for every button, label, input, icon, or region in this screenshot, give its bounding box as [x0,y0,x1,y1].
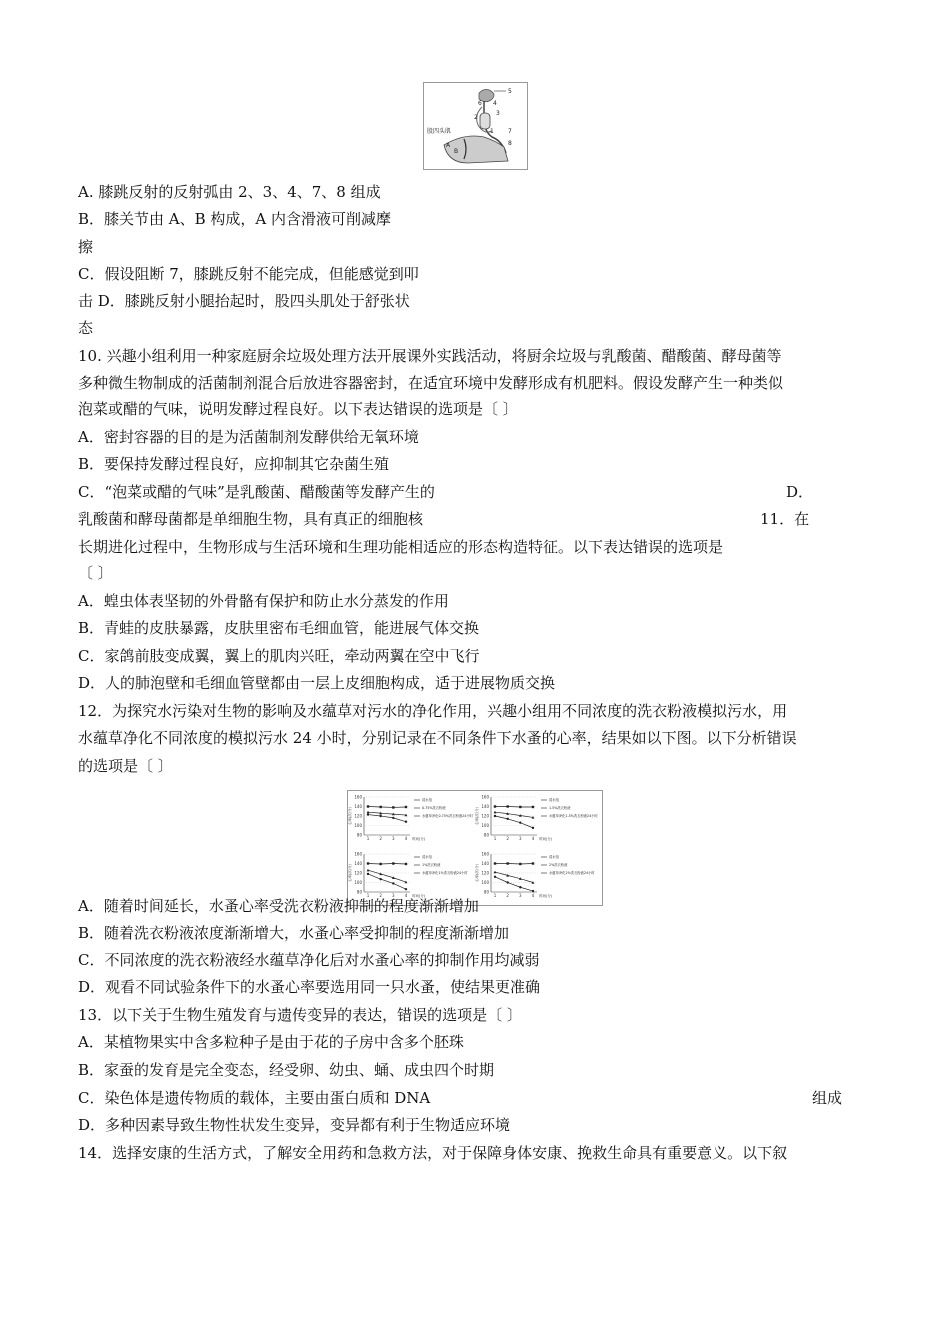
chart-2-point [532,827,534,829]
chart-1-point [392,817,394,819]
chart-2-point [532,806,534,808]
chart-2-xtick-label: 3 [519,836,522,841]
chart-1-legend-label: 0.75%洗衣粉液 [422,806,446,810]
chart-3-point [405,863,407,865]
q14-stem: 14．选择安康的生活方式，了解安全用药和急救方法，对于保障身体安康、挽救生命具有重要意义。以下叙 [78,1144,788,1162]
chart-4-y-axis-label: 心率(次/分) [475,864,479,882]
chart-1-point [367,813,369,815]
chart-3-ytick-label: 120 [354,870,362,876]
chart-4-point [506,862,508,864]
chart-4-xtick-label: 4 [531,893,535,898]
chart-3-legend-label: 清水组 [422,855,432,859]
chart-4-ytick-label: 160 [481,851,489,857]
chart-3-ytick-label: 160 [354,851,362,857]
chart-1-point [392,806,394,808]
chart-3-x-axis-label: 时间(分) [412,894,426,898]
chart-4-series-2-line [495,877,533,891]
chart-3-ytick-label: 80 [356,889,362,895]
chart-3-point [367,873,369,875]
chart-2-xtick-label: 4 [531,836,535,841]
chart-1-ytick-label: 80 [356,832,362,838]
chart-2-series-3-line [495,812,533,817]
chart-1-ytick-label: 100 [354,823,362,828]
chart-3-series-2-line [368,874,406,889]
q11-option-d: D．人的肺泡壁和毛细血管壁都由一层上皮细胞构成，适于进展物质交换 [78,674,556,692]
chart-1-xtick-label: 2 [379,836,382,841]
q12-option-d: D．观看不同试验条件下的水蚤心率要选用同一只水蚤，使结果更准确 [78,978,541,996]
chart-2-xtick-label: 2 [506,836,509,841]
q13-option-c-end: 组成 [812,1089,843,1107]
chart-3-point [405,888,407,890]
q11-option-b: B．青蛙的皮肤暴露，皮肤里密布毛细血管，能进展气体交换 [78,619,480,637]
q9-option-a: A. 膝跳反射的反射弧由 2、3、4、7、8 组成 [78,183,381,201]
chart-1-ytick-label: 160 [354,794,362,800]
chart-4-point [494,862,496,864]
chart-1-legend-label: 清水组 [422,798,432,802]
q13-stem: 13．以下关于生物生殖发育与遗传变异的表达，错误的选项是〔 〕 [78,1006,522,1024]
chart-2-y-axis-label: 心率(次/分) [475,807,479,825]
q10-stem-1: 10. 兴趣小组利用一种家庭厨余垃圾处理方法开展课外实践活动，将厨余垃圾与乳酸菌、醋酸菌、酵母菌等 [78,347,782,365]
figure-label-4: 4 [493,100,497,107]
chart-3-xtick-label: 1 [366,893,370,898]
q9-option-c-d: 击 D．膝跳反射小腿抬起时，股四头肌处于舒张状 [78,292,410,310]
chart-2-x-axis-label: 时间(分) [539,837,553,841]
q13-option-a: A．某植物果实中含多粒种子是由于花的子房中含多个胚珠 [78,1033,464,1051]
q12-stem-3: 的选项是〔 〕 [78,757,173,775]
chart-4-xtick-label: 3 [519,893,522,898]
q10-option-d-label: D． [786,483,814,501]
q9-option-c: C．假设阻断 7，膝跳反射不能完成，但能感觉到叩 [78,265,419,283]
chart-2-point [519,806,521,808]
q12-stem-2: 水蕴草净化不同浓度的模拟污水 24 小时，分别记录在不同条件下水蚤的心率，结果如以下图。以下分析错误 [78,729,797,747]
chart-1-x-axis-label: 时间(分) [412,837,426,841]
q10-option-c: C．“泡菜或醋的气味”是乳酸菌、醋酸菌等发酵产生的 [78,483,435,501]
chart-2-legend-label: 水蕴草净化1.5%洗衣粉液24小时 [549,814,598,818]
chart-4-x-axis-label: 时间(分) [539,894,553,898]
chart-1-point [405,806,407,808]
chart-2-point [494,805,496,807]
chart-2-ytick-label: 100 [481,823,489,828]
chart-4-point [519,886,521,888]
q10-option-a: A．密封容器的目的是为活菌制剂发酵供给无氧环境 [78,428,419,446]
chart-3-y-axis-label: 心率(次/分) [348,864,352,882]
chart-3-ytick-label: 140 [354,861,362,866]
chart-1-series-2-line [368,815,406,822]
chart-1-ytick-label: 120 [354,813,362,819]
figure-label-a: A [446,142,451,149]
chart-1-point [367,805,369,807]
q10-option-d: 乳酸菌和酵母菌都是单细胞生物，具有真正的细胞核 [78,510,424,528]
figure-label-8: 8 [508,140,512,147]
q9-option-b: B．膝关节由 A、B 构成，A 内含滑液可削减摩 [78,210,392,228]
chart-4-legend-label: 清水组 [549,855,559,859]
chart-4-ytick-label: 80 [483,889,489,895]
q9-option-d-cont: 态 [78,319,94,337]
chart-2-ytick-label: 120 [481,813,489,819]
q12-stem-1: 12．为探究水污染对生物的影响及水蕴草对污水的净化作用，兴趣小组用不同浓度的洗衣粉液模拟污水，用 [78,702,788,720]
chart-3-ytick-label: 100 [354,880,362,885]
chart-4-legend-label: 水蕴草净化2%洗衣粉液24小时 [549,871,595,875]
chart-3-point [367,862,369,864]
chart-4-point [532,862,534,864]
chart-3-xtick-label: 2 [379,893,382,898]
chart-2-point [494,815,496,817]
chart-2-ytick-label: 160 [481,794,489,800]
chart-4-series-3-line [495,872,533,882]
chart-4-point [519,863,521,865]
q11-number: 11．在 [760,510,810,528]
chart-3-legend-label: 1%洗衣粉液 [422,863,441,867]
q13-option-c: C．染色体是遗传物质的载体，主要由蛋白质和 DNA [78,1089,431,1107]
figure-label-2: 2 [474,114,478,121]
chart-3-legend-label: 水蕴草净化1%洗衣粉液24小时 [422,871,468,875]
q11-option-c: C．家鸽前肢变成翼，翼上的肌肉兴旺，牵动两翼在空中飞行 [78,647,480,665]
chart-2-point [506,818,508,820]
chart-1-point [379,815,381,817]
figure-label-muscle: 股四头肌 [427,128,452,135]
chart-4-ytick-label: 120 [481,870,489,876]
q10-stem-3: 泡菜或醋的气味，说明发酵过程良好。以下表达错误的选项是〔 〕 [78,400,518,418]
chart-1-point [379,806,381,808]
chart-3-xtick-label: 4 [404,893,408,898]
q10-option-b: B．要保持发酵过程良好，应抑制其它杂菌生殖 [78,455,390,473]
figure-label-b: B [454,148,459,155]
chart-1-xtick-label: 3 [392,836,395,841]
chart-1-legend-label: 水蕴草净化0.75%洗衣粉液24小时 [422,814,473,818]
chart-2-ytick-label: 140 [481,804,489,809]
q10-stem-2: 多种微生物制成的活菌制剂混合后放进容器密封，在适宜环境中发酵形成有机肥料。假设发酵产生一种类似 [78,374,784,392]
chart-1-xtick-label: 4 [404,836,408,841]
figure-label-1: 1 [490,128,494,135]
q11-option-a: A．蝗虫体表坚韧的外骨骼有保护和防止水分蒸发的作用 [78,592,449,610]
chart-2-legend-label: 1.5%洗衣粉液 [549,806,571,810]
chart-2-xtick-label: 1 [493,836,497,841]
knee-reflex-figure [423,82,528,170]
chart-3-point [367,869,370,872]
q13-option-b: B．家蚕的发育是完全变态，经受卵、幼虫、蛹、成虫四个时期 [78,1061,495,1079]
chart-1-point [405,821,407,823]
chart-2-point [519,821,521,823]
chart-4-point [506,881,508,883]
chart-4-point [532,890,534,892]
chart-4-ytick-label: 140 [481,861,489,866]
chart-4-point [494,876,496,878]
chart-3-xtick-label: 3 [392,893,395,898]
q12-option-c: C．不同浓度的洗衣粉液经水蕴草净化后对水蚤心率的抑制作用均减弱 [78,951,540,969]
chart-2-legend-label: 清水组 [549,798,559,802]
chart-3-point [379,878,381,880]
figure-label-3: 3 [496,110,500,117]
chart-3-point [379,863,381,865]
q12-option-b: B．随着洗衣粉液浓度渐渐增大，水蚤心率受抑制的程度渐渐增加 [78,924,510,942]
chart-2-point [506,805,508,807]
chart-3-point [392,882,394,884]
chart-2-ytick-label: 80 [483,832,489,838]
chart-1-y-axis-label: 心率(次/分) [348,807,352,825]
figure-label-5: 5 [508,88,512,95]
q11-stem: 长期进化过程中，生物形成与生活环境和生理功能相适应的形态构造特征。以下表达错误的选项是 [78,538,724,556]
chart-1-series-3-line [368,812,406,815]
chart-3-point [392,862,394,864]
chart-4-ytick-label: 100 [481,880,489,885]
figure-label-7: 7 [508,128,512,135]
q9-option-b-cont: 擦 [78,238,94,256]
q11-answer-paren: 〔 〕 [78,564,113,582]
chart-1-xtick-label: 1 [366,836,370,841]
heart-rate-charts-figure [347,790,603,906]
q12-option-a: A．随着时间延长，水蚤心率受洗衣粉液抑制的程度渐渐增加 [78,897,479,915]
chart-4-xtick-label: 2 [506,893,509,898]
q13-option-d: D．多种因素导致生物性状发生变异，变异都有利于生物适应环境 [78,1116,511,1134]
chart-1-ytick-label: 140 [354,804,362,809]
chart-4-legend-label: 2%洗衣粉液 [549,863,568,867]
chart-2-series-2-line [495,816,533,828]
figure-label-6: 6 [478,100,482,107]
chart-4-xtick-label: 1 [493,893,497,898]
